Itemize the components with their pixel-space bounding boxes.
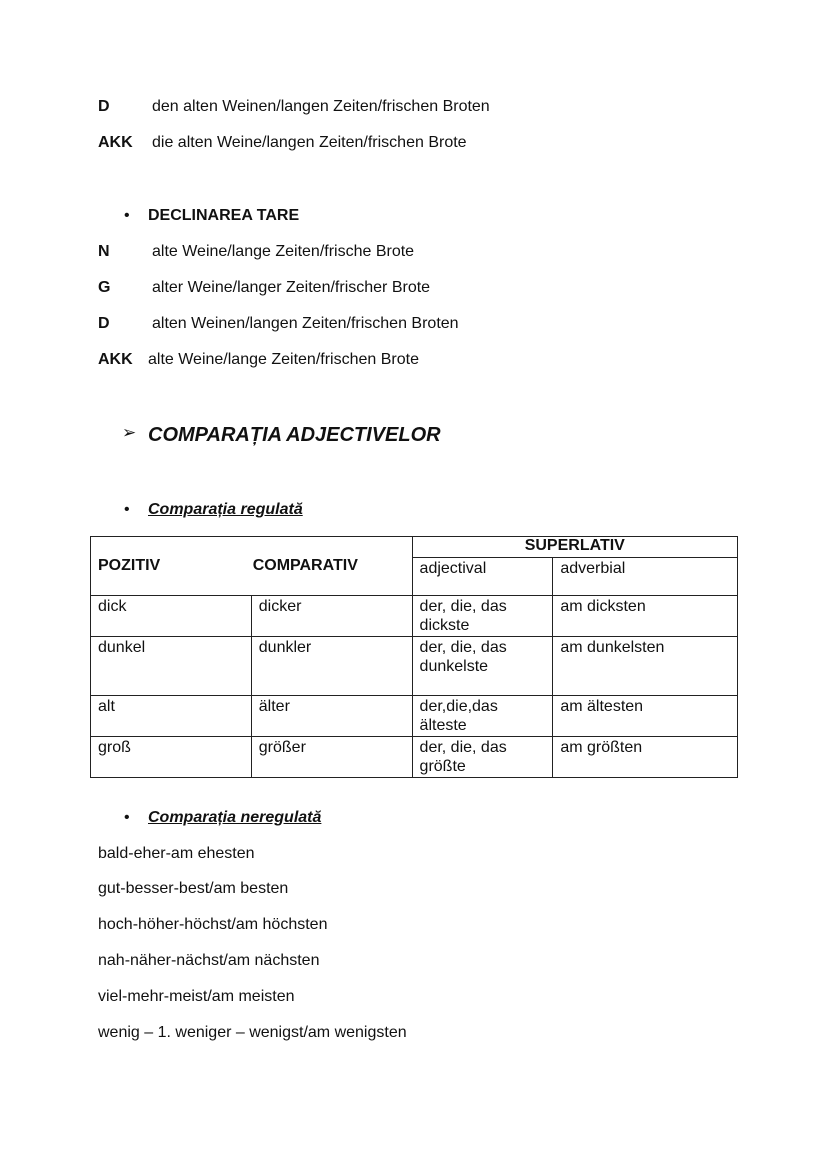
comparativ-cell: größer [251, 737, 412, 778]
list-item: wenig – 1. weniger – wenigst/am wenigsten [98, 1024, 407, 1041]
superlativ-adverbial-cell: am größten [553, 737, 738, 778]
comparativ-cell: dunkler [251, 637, 412, 696]
section-heading: COMPARAȚIA ADJECTIVELOR [148, 424, 441, 446]
header-superlativ: SUPERLATIV [412, 537, 737, 558]
pozitiv-cell: dick [91, 596, 252, 637]
declension-text: alter Weine/langer Zeiten/frischer Brote [152, 279, 431, 296]
list-item: bald-eher-am ehesten [98, 845, 255, 862]
pozitiv-cell: groß [91, 737, 252, 778]
section-title: DECLINAREA TARE [148, 207, 300, 224]
subsection-title: Comparația regulată [148, 501, 303, 518]
bullet-icon: • [124, 501, 130, 518]
comparison-table [90, 536, 738, 778]
superlativ-adverbial-cell: am ältesten [553, 696, 738, 737]
comparativ-cell: dicker [251, 596, 412, 637]
declension-text: den alten Weinen/langen Zeiten/frischen Broten [152, 98, 490, 115]
case-label: D [98, 315, 110, 332]
table-row [91, 596, 738, 637]
subsection-title: Comparația neregulată [148, 809, 322, 826]
table-row [91, 637, 738, 696]
declension-text: die alten Weine/langen Zeiten/frischen Brote [152, 134, 467, 151]
comparativ-cell: älter [251, 696, 412, 737]
bullet-icon: • [124, 809, 130, 826]
table-row [91, 696, 738, 737]
declension-text: alte Weine/lange Zeiten/frische Brote [152, 243, 415, 260]
declension-text: alte Weine/lange Zeiten/frischen Brote [148, 351, 419, 368]
case-label: N [98, 243, 110, 260]
pozitiv-cell: dunkel [91, 637, 252, 696]
list-item: gut-besser-best/am besten [98, 880, 289, 897]
case-label: AKK [98, 134, 133, 151]
list-item: hoch-höher-höchst/am höchsten [98, 916, 328, 933]
header-comparativ: COMPARATIV [252, 557, 358, 574]
superlativ-adjectival-cell: der,die,das älteste [412, 696, 553, 737]
pozitiv-cell: alt [91, 696, 252, 737]
case-label: D [98, 98, 110, 115]
superlativ-adjectival-cell: der, die, das dickste [412, 596, 553, 637]
superlativ-adverbial-cell: am dicksten [553, 596, 738, 637]
declension-text: alten Weinen/langen Zeiten/frischen Broten [152, 315, 459, 332]
bullet-icon: • [124, 207, 130, 224]
superlativ-adverbial-cell: am dunkelsten [553, 637, 738, 696]
header-adjectival: adjectival [412, 558, 553, 596]
header-pozitiv: POZITIV [98, 557, 161, 574]
header-adverbial: adverbial [553, 558, 738, 596]
list-item: nah-näher-nächst/am nächsten [98, 952, 320, 969]
superlativ-adjectival-cell: der, die, das dunkelste [412, 637, 553, 696]
header-pozitiv-comparativ [91, 537, 413, 596]
superlativ-adjectival-cell: der, die, das größte [412, 737, 553, 778]
arrow-bullet-icon: ➢ [122, 423, 137, 442]
table-row [91, 737, 738, 778]
case-label: AKK [98, 351, 133, 368]
list-item: viel-mehr-meist/am meisten [98, 988, 295, 1005]
case-label: G [98, 279, 111, 296]
